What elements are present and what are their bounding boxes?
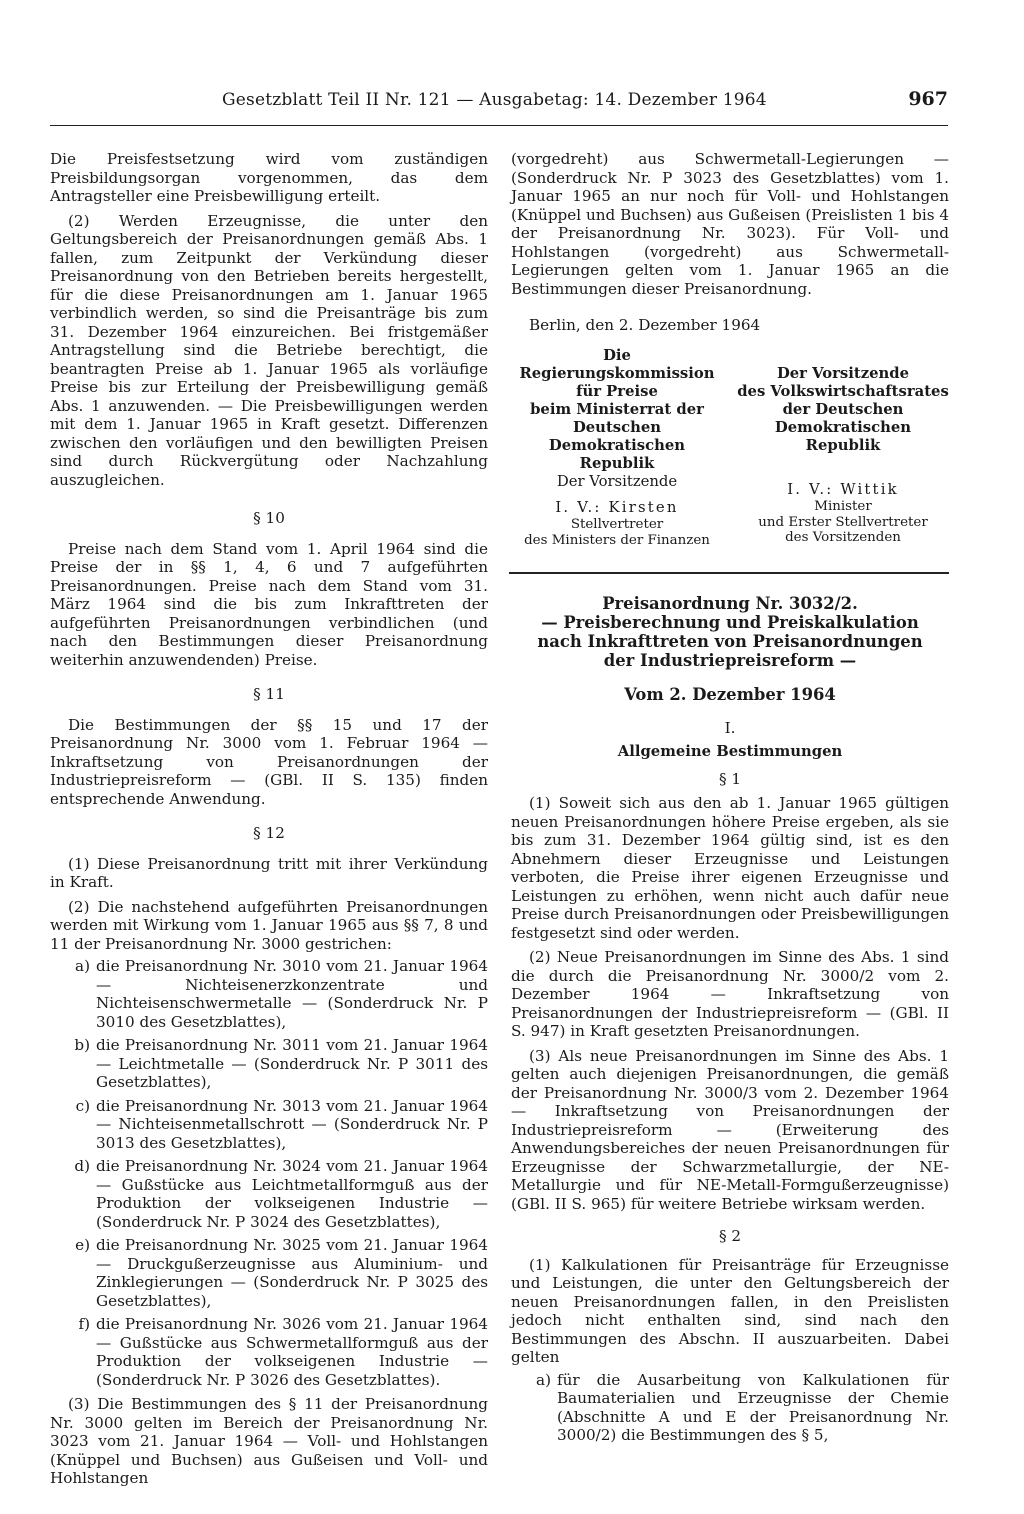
- ordinance-date: Vom 2. Dezember 1964: [624, 685, 836, 704]
- section-12-paragraph-3: (3) Die Bestimmungen des § 11 der Preisanordnung Nr. 3000 gelten im Bereich der Preisanordnung Nr. 3023 vom 21. Januar 1964 — Voll- und Hohlstangen (Knüppel und Buchsen) aus Gußeisen und Voll- und Hohlstangen: [50, 1395, 488, 1487]
- section-12-paragraph-1: (1) Diese Preisanordnung tritt mit ihrer Verkündung in Kraft.: [50, 854, 488, 891]
- ordinance-subtitle: nach Inkrafttreten von Preisanordnungen: [537, 632, 923, 651]
- list-item: f) die Preisanordnung Nr. 3026 vom 21. Januar 1964 — Gußstücke aus Schwermetallformguß aus der Produktion der volkseigenen Industrie — (Sonderdruck Nr. P 3026 des Gesetzblattes).: [78, 1315, 488, 1389]
- header-rule: [50, 125, 948, 126]
- signature-left: Die Regierungskommission für Preise beim Ministerrat der Deutschen Demokratischen Republik Der Vorsitzende I. V.: Kirsten Stellvertreter des Ministers der Finanzen: [511, 347, 723, 549]
- section-1-paragraph-3: (3) Als neue Preisanordnungen im Sinne des Abs. 1 gelten auch diejenigen Preisanordnungen, die gemäß der Preisanordnung Nr. 3000/3 vom 2. Dezember 1964 — Inkraftsetzung von Preisanordnungen der Industriepreisreform — (Erweiterung des Anwendungsbereiches der neuen Preisanordnungen für Erzeugnisse der Schwarzmetallurgie, der NE-Metallurgie und für NE-Metall-Formgußerzeugnisse) (GBl. II S. 965) für weitere Betriebe wirksam werden.: [511, 1046, 949, 1213]
- section-11-text: Die Bestimmungen der §§ 15 und 17 der Preisanordnung Nr. 3000 vom 1. Februar 1964 — Inkraftsetzung von Preisanordnungen der Industriepreisreform — (GBl. II S. 135) finden entsprechende Anwendung.: [50, 715, 488, 808]
- paragraph-2: (2) Werden Erzeugnisse, die unter den Geltungsbereich der Preisanordnungen gemäß Abs. 1 fallen, zum Zeitpunkt der Verkündung dieser Preisanordnung von den Betrieben bereits hergestellt, für die diese Preisanordnungen am 1. Januar 1965 verbindlich werden, so sind die Preisanträge bis zum 31. Dezember 1964 einzureichen. Bei fristgemäßer Antragstellung sind die Betriebe berechtigt, die beantragten Preise ab 1. Januar 1965 als vorläufige Preise bis zur Erteilung der Preisbewilligung gemäß Abs. 1 anzuwenden. — Die Preisbewilligungen werden mit dem 1. Januar 1965 in Kraft gesetzt. Differenzen zwischen den vorläufigen und den bewilligten Preisen sind durch Rückvergütung oder Nachzahlung auszugleichen.: [50, 211, 488, 489]
- list-item: c) die Preisanordnung Nr. 3013 vom 21. Januar 1964 — Nichteisenmetallschrott — (Sonderdruck Nr. P 3013 des Gesetzblattes),: [75, 1096, 488, 1152]
- right-column: [511, 150, 949, 1450]
- section-1-paragraph-2: (2) Neue Preisanordnungen im Sinne des Abs. 1 sind die durch die Preisanordnung Nr. 3000/2 vom 2. Dezember 1964 — Inkraftsetzung von Preisanordnungen der Industriepreisreform — (GBl. II S. 947) in Kraft gesetzten Preisanordnungen.: [511, 948, 949, 1040]
- list-item: e) die Preisanordnung Nr. 3025 vom 21. Januar 1964 — Druckgußerzeugnisse aus Aluminium- und Zinklegierungen — (Sonderdruck Nr. P 3025 des Gesetzblattes),: [75, 1236, 488, 1310]
- ordinance-subtitle: der Industriepreisreform —: [603, 651, 857, 670]
- section-10-text: Preise nach dem Stand vom 1. April 1964 sind die Preise der in §§ 1, 4, 6 und 7 aufgeführten Preisanordnungen. Preise nach dem Stand vom 31. März 1964 sind die bis zum Inkrafttreten der aufgeführten Preisanordnungen verbindlichen (und nach den Bestimmungen dieser Preisanordnung weiterhin anzuwendenden) Preise.: [50, 539, 488, 669]
- section-1-heading: § 1: [718, 769, 742, 788]
- section-10-heading: § 10: [253, 509, 285, 527]
- signer-name: I. V.: Kirsten: [555, 498, 679, 516]
- section-12-heading: § 12: [253, 824, 285, 842]
- signature-right: Der Vorsitzende des Volkswirtschaftsrates der Deutschen Demokratischen Republik I. V.: Wittik Minister und Erster Stellvertreter des Vorsitzenden: [737, 364, 949, 545]
- repeal-list: [50, 957, 488, 1389]
- paragraph-continued: Die Preisfestsetzung wird vom zuständigen Preisbildungsorgan vorgenommen, das dem Antragsteller eine Preisbewilligung erteilt.: [50, 150, 488, 205]
- list-item: a) die Preisanordnung Nr. 3010 vom 21. Januar 1964 — Nichteisenerzkonzentrate und Nichteisenschwermetalle — (Sonderdruck Nr. P 3010 des Gesetzblattes),: [75, 957, 488, 1031]
- section-11-heading: § 11: [253, 685, 285, 703]
- list-item: b) die Preisanordnung Nr. 3011 vom 21. Januar 1964 — Leichtmetalle — (Sonderdruck Nr. P 3011 des Gesetzblattes),: [74, 1036, 488, 1091]
- running-head: [222, 88, 948, 118]
- paragraph-continued-right: (vorgedreht) aus Schwermetall-Legierungen — (Sonderdruck Nr. P 3023 des Gesetzblattes) vom 1. Januar 1965 an nur noch für Voll- und Hohlstangen (Knüppel und Buchsen) aus Gußeisen (Preislisten 1 bis 4 der Preisanordnung Nr. 3023). Für Voll- und Hohlstangen (vorgedreht) aus Schwermetall-Legierungen gelten vom 1. Januar 1965 an die Bestimmungen dieser Preisanordnung.: [511, 150, 949, 298]
- page-number: 967: [908, 88, 948, 110]
- section-12-paragraph-2: (2) Die nachstehend aufgeführten Preisanordnungen werden mit Wirkung vom 1. Januar 1965 aus §§ 7, 8 und 11 der Preisanordnung Nr. 3000 gestrichen:: [50, 897, 488, 953]
- section-2-heading: § 2: [718, 1227, 742, 1245]
- list-item: d) die Preisanordnung Nr. 3024 vom 21. Januar 1964 — Gußstücke aus Leichtmetallformguß aus der Produktion der volkseigenen Industrie — (Sonderdruck Nr. P 3024 des Gesetzblattes),: [74, 1157, 488, 1231]
- running-title: Gesetzblatt Teil II Nr. 121 — Ausgabetag: 14. Dezember 1964: [222, 90, 767, 110]
- part-number: I.: [724, 718, 736, 737]
- part-title: Allgemeine Bestimmungen: [617, 743, 843, 760]
- ordinance-title: Preisanordnung Nr. 3032/2.: [602, 594, 858, 613]
- signer-name: I. V.: Wittik: [787, 480, 899, 498]
- signature-block: [511, 347, 949, 549]
- place-date: Berlin, den 2. Dezember 1964: [529, 316, 761, 334]
- left-column: [50, 150, 488, 1488]
- section-1-paragraph-1: (1) Soweit sich aus den ab 1. Januar 1965 gültigen neuen Preisanordnungen höhere Preise ergeben, als sie bis zum 31. Dezember 1964 gültig sind, ist es den Abnehmern dieser Erzeugnisse und Leistungen verboten, die Preise ihrer eigenen Erzeugnisse und Leistungen zu erhöhen, wenn nicht auch dafür neue Preise durch Preisanordnungen oder Preisbewilligungen festgesetzt sind oder werden.: [511, 794, 949, 942]
- section-2-paragraph-1: (1) Kalkulationen für Preisanträge für Erzeugnisse und Leistungen, die unter den Geltungsbereich der neuen Preisanordnungen fallen, in den Preislisten jedoch nicht enthalten sind, sind nach den Bestimmungen des Abschn. II auszuarbeiten. Dabei gelten: [511, 1255, 949, 1366]
- section-separator: [509, 572, 949, 574]
- ordinance-subtitle: — Preisberechnung und Preiskalkulation: [541, 613, 919, 632]
- list-item: a) für die Ausarbeitung von Kalkulationen für Baumaterialien und Erzeugnisse der Chemie (Abschnitte A und E der Preisanordnung Nr. 3000/2) die Bestimmungen des § 5,: [536, 1370, 949, 1444]
